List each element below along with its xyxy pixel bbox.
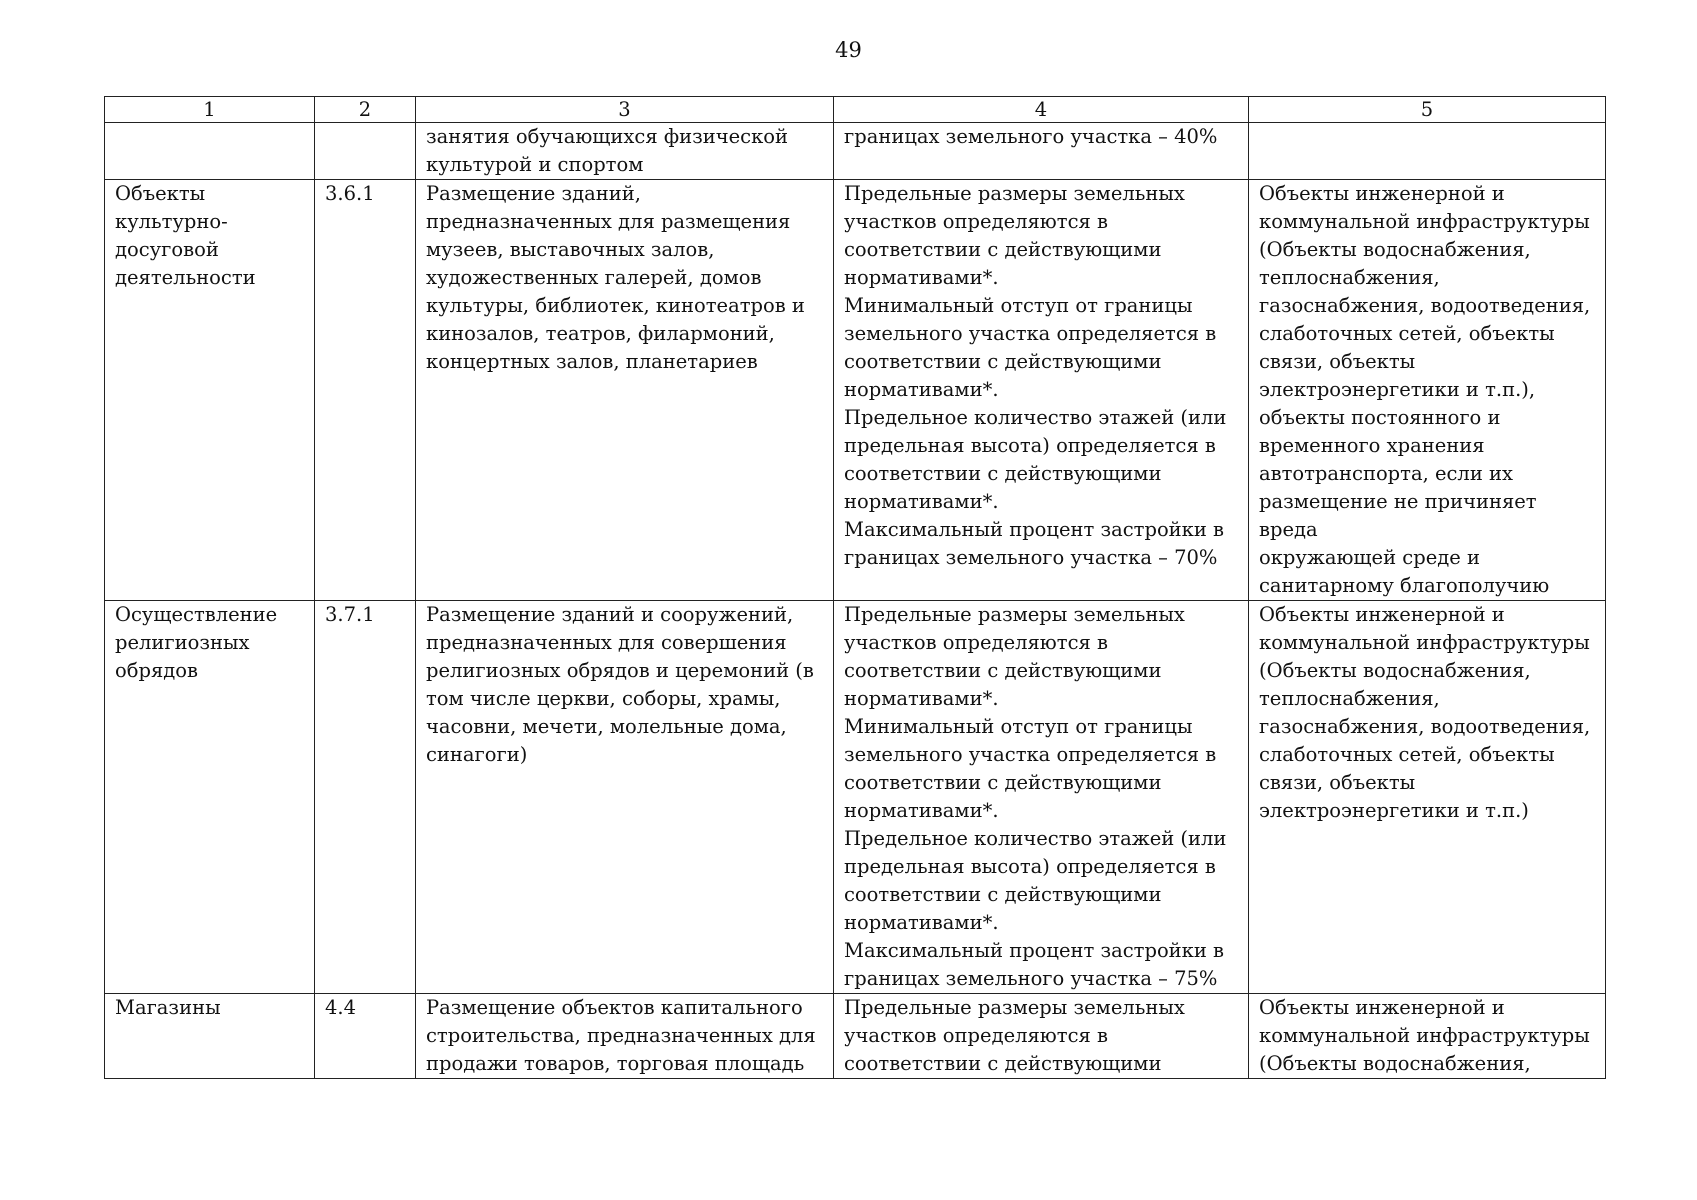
table-row: [105, 601, 1606, 994]
parameters-cell: Предельные размеры земельных участков определяются в соответствии с действующими: [834, 994, 1249, 1079]
use-name-cell: Объекты культурно- досуговой деятельности: [105, 180, 315, 601]
use-description-cell: Размещение зданий, предназначенных для размещения музеев, выставочных залов, художественных галерей, домов культуры, библиотек, кинотеатров и кинозалов, театров, филармоний, концертных залов, планетариев: [416, 180, 834, 601]
column-header: 2: [315, 97, 416, 123]
page-number: 49: [835, 38, 862, 62]
auxiliary-use-cell: Объекты инженерной и коммунальной инфраструктуры (Объекты водоснабжения, теплоснабжения, газоснабжения, водоотведения, слаботочных сетей, объекты связи, объекты электроэнергетики и т.п.): [1249, 601, 1606, 994]
use-description-cell: Размещение зданий и сооружений, предназначенных для совершения религиозных обрядов и церемоний (в том числе церкви, соборы, храмы, часовни, мечети, молельные дома, синагоги): [416, 601, 834, 994]
parameters-cell: Предельные размеры земельных участков определяются в соответствии с действующими нормативами*. Минимальный отступ от границы земельного участка определяется в соответствии с действующими нормативами*. Предельное количество этажей (или предельная высота) определяется в соответствии с действующими нормативами*. Максимальный процент застройки в границах земельного участка – 70%: [834, 180, 1249, 601]
table-row: [105, 994, 1606, 1079]
table-row: [105, 123, 1606, 180]
use-code-cell: [315, 123, 416, 180]
auxiliary-use-cell: [1249, 123, 1606, 180]
land-use-table: [104, 96, 1606, 1079]
column-header: 4: [834, 97, 1249, 123]
auxiliary-use-cell: Объекты инженерной и коммунальной инфраструктуры (Объекты водоснабжения,: [1249, 994, 1606, 1079]
parameters-cell: Предельные размеры земельных участков определяются в соответствии с действующими нормативами*. Минимальный отступ от границы земельного участка определяется в соответствии с действующими нормативами*. Предельное количество этажей (или предельная высота) определяется в соответствии с действующими нормативами*. Максимальный процент застройки в границах земельного участка – 75%: [834, 601, 1249, 994]
use-description-cell: занятия обучающихся физической культурой и спортом: [416, 123, 834, 180]
parameters-cell: границах земельного участка – 40%: [834, 123, 1249, 180]
table-header-row: [105, 97, 1606, 123]
column-header: 1: [105, 97, 315, 123]
column-header: 5: [1249, 97, 1606, 123]
use-name-cell: [105, 123, 315, 180]
use-code-cell: 3.7.1: [315, 601, 416, 994]
use-name-cell: Осуществление религиозных обрядов: [105, 601, 315, 994]
use-name-cell: Магазины: [105, 994, 315, 1079]
use-description-cell: Размещение объектов капитального строительства, предназначенных для продажи товаров, торговая площадь: [416, 994, 834, 1079]
column-header: 3: [416, 97, 834, 123]
table-row: [105, 180, 1606, 601]
use-code-cell: 3.6.1: [315, 180, 416, 601]
use-code-cell: 4.4: [315, 994, 416, 1079]
auxiliary-use-cell: Объекты инженерной и коммунальной инфраструктуры (Объекты водоснабжения, теплоснабжения, газоснабжения, водоотведения, слаботочных сетей, объекты связи, объекты электроэнергетики и т.п.), объекты постоянного и временного хранения автотранспорта, если их размещение не причиняет вреда окружающей среде и санитарному благополучию: [1249, 180, 1606, 601]
